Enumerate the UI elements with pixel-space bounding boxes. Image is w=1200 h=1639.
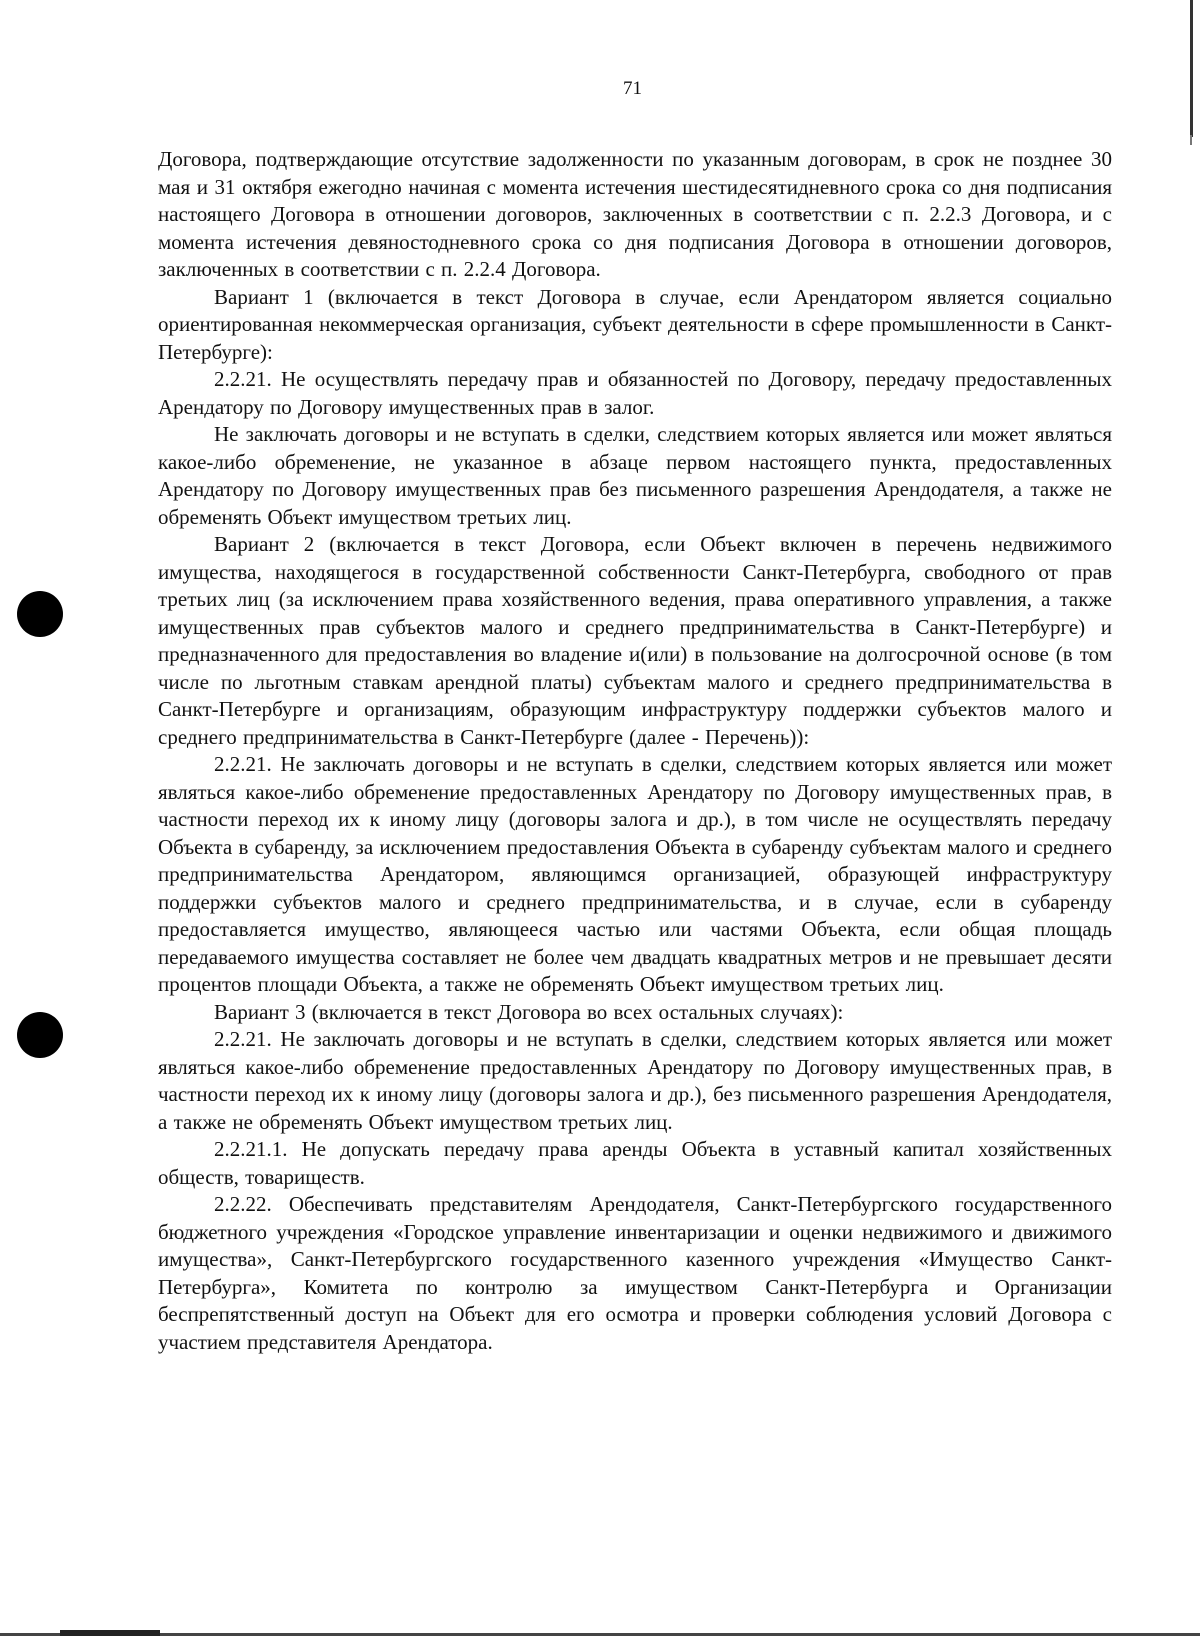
paragraph-clause-2-2-21-v1-cont: Не заключать договоры и не вступать в сделки, следствием которых является или может являться какое-либо обременение, не указанное в абзаце первом настоящего пункта, предоставленных Арендатору по Договору имущественных прав без письменного разрешения Арендодателя, а также не обременять Объект имуществом третьих лиц. — [158, 422, 1112, 529]
scan-edge-mark-right — [1190, 135, 1192, 145]
paragraph-1: Договора, подтверждающие отсутствие задолженности по указанным договорам, в срок не позднее 30 мая и 31 октября ежегодно начиная с момента истечения шестидесятидневного срока со дня подписания настоящего Договора в отношении договоров, заключенных в соответствии с п. 2.2.3 Договора, и с момента истечения девяностодневного срока со дня подписания Договора в отношении договоров, заключенных в соответствии с п. 2.2.4 Договора. — [158, 147, 1112, 281]
paragraph-clause-2-2-21-1: 2.2.21.1. Не допускать передачу права аренды Объекта в уставный капитал хозяйственных обществ, товариществ. — [158, 1137, 1112, 1189]
page-number: 71 — [623, 78, 642, 99]
paragraph-clause-2-2-21-v3: 2.2.21. Не заключать договоры и не вступать в сделки, следствием которых является или может являться какое-либо обременение предоставленных Арендатору по Договору имущественных прав, в частности переход их к иному лицу (договоры залога и др.), без письменного разрешения Арендодателя, а также не обременять Объект имуществом третьих лиц. — [158, 1027, 1112, 1134]
punch-hole-bottom — [17, 1012, 63, 1058]
document-body — [158, 146, 1112, 1356]
paragraph-variant-1-header: Вариант 1 (включается в текст Договора в случае, если Арендатором является социально ориентированная некоммерческая организация, субъект деятельности в сфере промышленности в Санкт-Петербурге): — [158, 284, 1112, 364]
scan-edge-line-bottom — [0, 1633, 1200, 1636]
paragraph-variant-3-header: Вариант 3 (включается в текст Договора во всех остальных случаях): — [214, 999, 844, 1024]
scan-edge-mark-bottom — [60, 1630, 160, 1636]
paragraph-clause-2-2-21-v2: 2.2.21. Не заключать договоры и не вступать в сделки, следствием которых является или может являться какое-либо обременение предоставленных Арендатору по Договору имущественных прав, в частности переход их к иному лицу (договоры залога и др.), в том числе не осуществлять передачу Объекта в субаренду, за исключением предоставления Объекта в субаренду субъектам малого и среднего предпринимательства Арендатором, являющимся организацией, образующей инфраструктуру поддержки субъектов малого и среднего предпринимательства, и в случае, если в субаренду предоставляется имущество, являющееся частью или частями Объекта, если общая площадь передаваемого имущества составляет не более чем двадцать квадратных метров и не превышает десяти процентов площади Объекта, а также не обременять Объект имуществом третьих лиц. — [158, 752, 1112, 996]
scan-edge-line-right — [1190, 0, 1193, 137]
paragraph-clause-2-2-22: 2.2.22. Обеспечивать представителям Арендодателя, Санкт-Петербургского государственного бюджетного учреждения «Городское управление инвентаризации и оценки недвижимого и движимого имущества», Санкт-Петербургского государственного казенного учреждения «Имущество Санкт-Петербурга», Комитета по контролю за имуществом Санкт-Петербурга и Организации беспрепятственный доступ на Объект для его осмотра и проверки соблюдения условий Договора с участием представителя Арендатора. — [158, 1192, 1112, 1354]
paragraph-clause-2-2-21-v1: 2.2.21. Не осуществлять передачу прав и обязанностей по Договору, передачу предоставленных Арендатору по Договору имущественных прав в залог. — [158, 367, 1112, 419]
punch-hole-top — [17, 591, 63, 637]
paragraph-variant-2-header: Вариант 2 (включается в текст Договора, если Объект включен в перечень недвижимого имущества, находящегося в государственной собственности Санкт-Петербурга, свободного от прав третьих лиц (за исключением права хозяйственного ведения, права оперативного управления, а также имущественных прав субъектов малого и среднего предпринимательства в Санкт-Петербурге) и предназначенного для предоставления во владение и(или) в пользование на долгосрочной основе (в том числе по льготным ставкам арендной платы) субъектам малого и среднего предпринимательства в Санкт-Петербурге и организациям, образующим инфраструктуру поддержки субъектов малого и среднего предпринимательства в Санкт-Петербурге (далее - Перечень)): — [158, 532, 1112, 749]
